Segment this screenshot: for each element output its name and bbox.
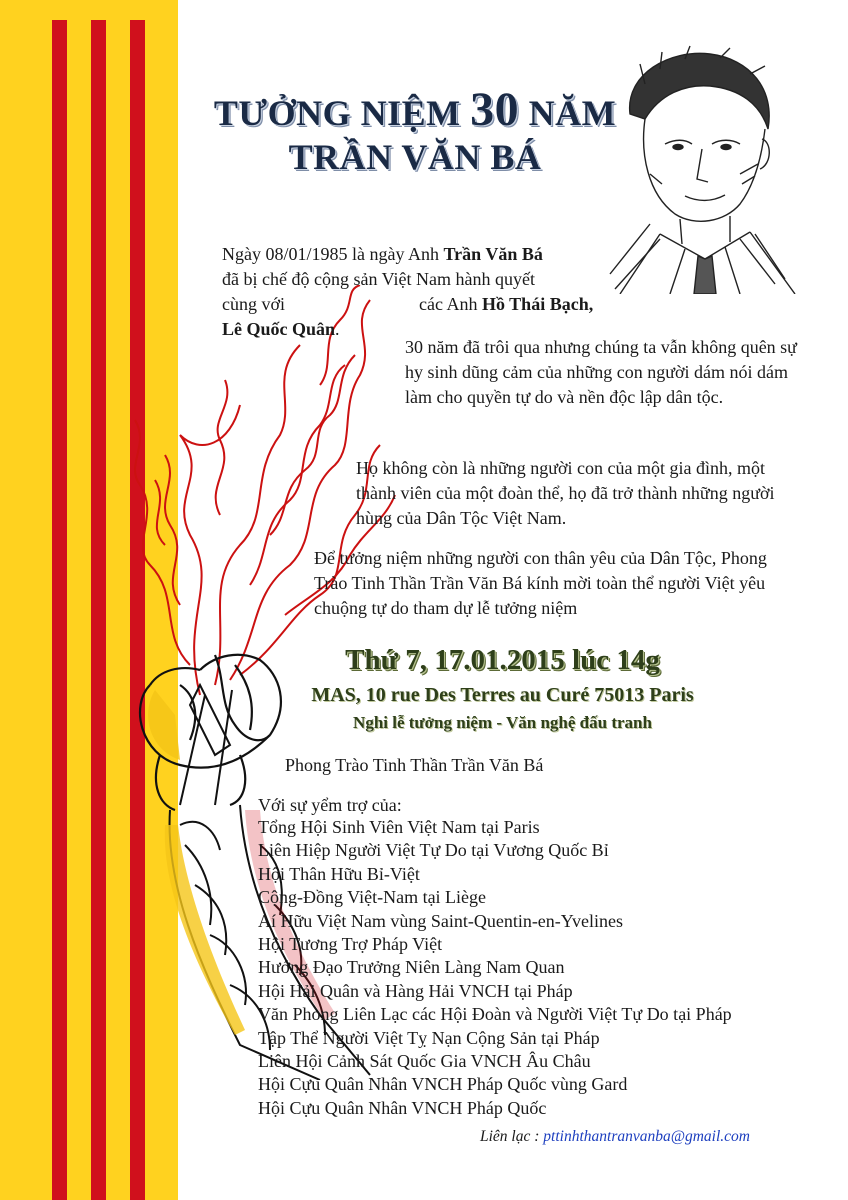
intro-name: Trần Văn Bá <box>443 244 543 264</box>
contact-email-link[interactable]: pttinhthantranvanba@gmail.com <box>543 1128 750 1145</box>
title-number: 30 <box>470 83 520 136</box>
supporter-item: Liên Hiệp Người Việt Tự Do tại Vương Quốc Bỉ <box>258 840 609 861</box>
contact-line <box>480 1128 750 1146</box>
intro-line3-end: . <box>335 319 340 339</box>
portrait-sketch <box>590 44 800 294</box>
contact-label: Liên lạc : <box>480 1128 540 1145</box>
intro-line3-middle: các Anh <box>419 294 478 314</box>
event-datetime: Thứ 7, 17.01.2015 lúc 14g <box>345 644 660 676</box>
supporter-item: Hội Hải Quân và Hàng Hải VNCH tại Pháp <box>258 980 573 1001</box>
supporter-item: Cộng-Đồng Việt-Nam tại Liège <box>258 887 487 908</box>
poster-title-line2: TRẦN VĂN BÁ <box>288 137 542 177</box>
intro-paragraph <box>222 242 602 342</box>
supporter-item: Văn Phòng Liên Lạc các Hội Đoàn và Người Việt Tự Do tại Pháp <box>258 1004 732 1025</box>
poster-title-line1 <box>210 82 620 137</box>
sleeve-shading <box>165 825 245 1035</box>
supporter-item: Aí Hữu Việt Nam vùng Saint-Quentin-en-Yvelines <box>258 910 623 931</box>
supporter-item: Hướng Đạo Trưởng Niên Làng Nam Quan <box>258 957 565 978</box>
flag-red-stripe <box>91 20 106 1200</box>
paragraph-heroes: Họ không còn là những người con của một gia đình, một thành viên của một đoàn thể, họ đã trở thành những người hùng của Dân Tộc Việt Nam. <box>356 458 775 528</box>
supporter-item: Tập Thể Người Việt Tỵ Nạn Cộng Sản tại Pháp <box>258 1027 600 1048</box>
event-location: MAS, 10 rue Des Terres au Curé 75013 Paris <box>311 684 694 706</box>
supporter-item: Tổng Hội Sinh Viên Việt Nam tại Paris <box>258 817 540 837</box>
supporter-item: Liên Hội Cảnh Sát Quốc Gia VNCH Âu Châu <box>258 1051 591 1072</box>
intro-line3-prefix: cùng với <box>222 294 286 314</box>
flag-red-stripe <box>52 20 67 1200</box>
organizer-signature: Phong Trào Tinh Thần Trần Văn Bá <box>285 755 544 775</box>
supporters-list <box>258 816 732 1120</box>
intro-line2: đã bị chế độ cộng sản Việt Nam hành quyết <box>222 269 536 289</box>
supporter-item: Hội Tương Trợ Pháp Việt <box>258 934 443 955</box>
supporter-item: Hội Cựu Quân Nhân VNCH Pháp Quốc vùng Gard <box>258 1074 628 1095</box>
title-prefix: TƯỞNG NIỆM <box>213 93 461 133</box>
paragraph-invitation: Để tưởng niệm những người con thân yêu của Dân Tộc, Phong Trào Tinh Thần Trần Văn Bá kính mời toàn thể người Việt yêu chuộng tự do tham dự lễ tưởng niệm <box>314 548 767 618</box>
supporter-item: Hội Cựu Quân Nhân VNCH Pháp Quốc <box>258 1097 547 1118</box>
title-suffix: NĂM <box>528 93 617 133</box>
event-program: Nghi lễ tưởng niệm - Văn nghệ đấu tranh <box>353 713 652 732</box>
paragraph-remembrance: 30 năm đã trôi qua nhưng chúng ta vẫn không quên sự hy sinh dũng cảm của những con người dám nói dám làm cho quyền tự do và nền độc lập dân tộc. <box>405 337 797 407</box>
supporters-heading: Với sự yểm trợ của: <box>258 795 402 815</box>
intro-companions: Hồ Thái Bạch, Lê Quốc Quân <box>222 294 594 339</box>
supporter-item: Hội Thân Hữu Bỉ-Việt <box>258 863 420 884</box>
intro-date-text: Ngày 08/01/1985 là ngày Anh <box>222 244 439 264</box>
